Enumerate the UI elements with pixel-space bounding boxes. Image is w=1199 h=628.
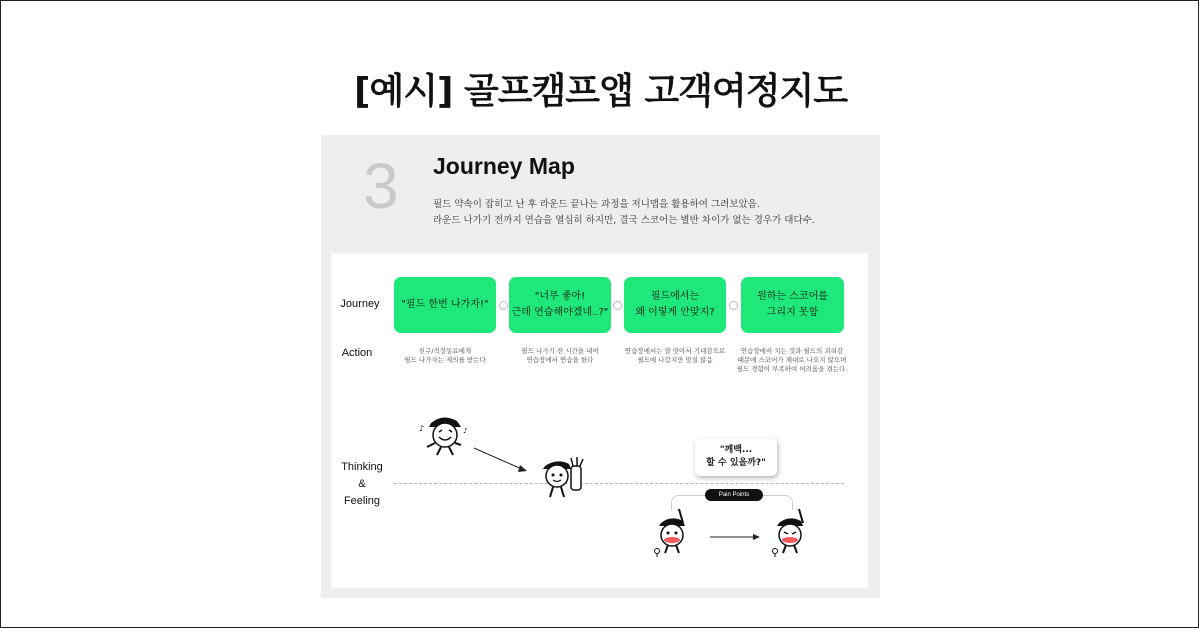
svg-text:♪: ♪ xyxy=(463,427,468,435)
action-text-1: 친구/직장동료에게 필드 나가자는 제의를 받는다 xyxy=(404,347,486,364)
action-text-4: 연습장에서 치는 것과 필드의 괴리감 때문에 스코어가 제대로 나오지 않으며 필드 경험이 부족하여 어려움을 겪는다. xyxy=(736,347,848,373)
baseline-dashed-line xyxy=(394,483,844,484)
section-description-line-1: 필드 약속이 잡히고 난 후 라운드 끝나는 과정을 저니맵을 활용하여 그려보았음. xyxy=(433,199,760,210)
action-text-2: 필드 나가기 전 시간을 내어 연습장에서 연습을 한다 xyxy=(521,347,599,364)
worried-golfer-character-icon xyxy=(653,507,697,561)
thinking-speech-bubble: "깨백... 할 수 있을까?" xyxy=(695,438,777,476)
connector-dot xyxy=(613,301,622,310)
step-number: 3 xyxy=(363,150,399,222)
journey-bubble-2: "너무 좋아! 근데 연습해야겠네..?" xyxy=(509,277,611,333)
row-label-journey: Journey xyxy=(340,298,380,310)
svg-text:♪: ♪ xyxy=(419,424,425,433)
practicing-golfer-character-icon xyxy=(539,456,589,502)
progress-arrow-icon xyxy=(472,446,530,474)
happy-golfer-character-icon xyxy=(419,413,471,459)
journey-bubble-3: 필드에서는 왜 이렇게 안맞지? xyxy=(624,277,726,333)
row-label-action: Action xyxy=(341,347,373,359)
page-title: [예시] 골프캠프앱 고객여정지도 xyxy=(353,71,848,112)
connector-dot xyxy=(729,301,738,310)
section-description-line-2: 라운드 나가기 전까지 연습을 열심히 하지만, 결국 스코어는 별반 차이가 없는 경우가 대다수. xyxy=(433,215,815,226)
connector-dot xyxy=(499,301,508,310)
journey-bubble-1: "필드 한번 나가자!" xyxy=(394,277,496,333)
pain-points-badge: Pain Points xyxy=(705,489,763,501)
progress-arrow-icon xyxy=(709,532,761,542)
journey-bubble-4: 원하는 스코어를 그리지 못함 xyxy=(741,277,844,333)
row-label-thinking-feeling: Thinking & Feeling xyxy=(341,461,383,507)
disappointed-golfer-character-icon xyxy=(771,507,815,561)
section-title: Journey Map xyxy=(433,153,575,179)
action-text-3: 연습장에서는 잘 맞아서 기대감으로 필드에 나갔지만 맞질 않음 xyxy=(624,347,726,364)
